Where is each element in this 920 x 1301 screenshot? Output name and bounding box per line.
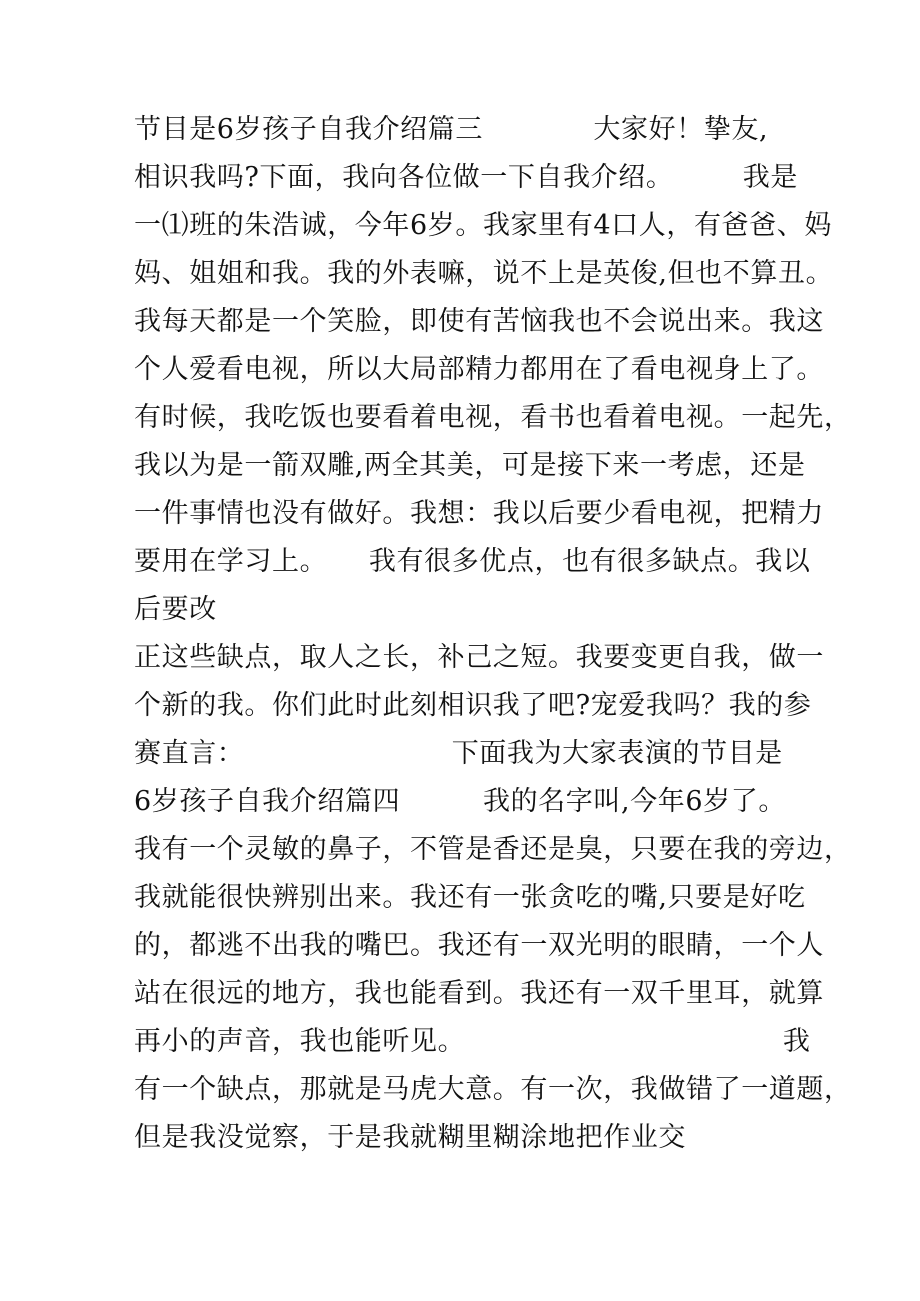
- text-line: 节目是6岁孩子自我介绍篇三 大家好！挚友,: [134, 114, 769, 145]
- text-line: 的，都逃不出我的嘴巴。我还有一双光明的眼睛，一个人: [134, 930, 824, 961]
- text-line: 个新的我。你们此时此刻相识我了吧?宠爱我吗？我的参: [134, 690, 812, 721]
- text-line: 站在很远的地方，我也能看到。我还有一双千里耳，就算: [134, 978, 824, 1009]
- text-line: 我有一个灵敏的鼻子，不管是香还是臭，只要在我的旁边，: [134, 834, 852, 865]
- text-line: 一⑴班的朱浩诚，今年6岁。我家里有4口人，有爸爸、妈: [134, 210, 832, 241]
- text-line: 正这些缺点，取人之长，补己之短。我要变更自我，做一: [134, 642, 824, 673]
- text-line: 一件事情也没有做好。我想：我以后要少看电视，把精力: [134, 498, 824, 529]
- text-line: 我就能很快辨别出来。我还有一张贪吃的嘴,只要是好吃: [134, 882, 806, 913]
- text-line: 我以为是一箭双雕,两全其美，可是接下来一考虑，还是: [134, 450, 806, 481]
- text-line: 6岁孩子自我介绍篇四 我的名字叫,今年6岁了。: [134, 786, 786, 817]
- text-line: 有时候，我吃饭也要看着电视，看书也看着电视。一起先，: [134, 402, 852, 433]
- text-line: 妈、姐姐和我。我的外表嘛，说不上是英俊,但也不算丑。: [134, 258, 834, 289]
- text-line: 相识我吗?下面，我向各位做一下自我介绍。 我是: [134, 162, 798, 193]
- text-line: 我每天都是一个笑脸，即使有苦恼我也不会说出来。我这: [134, 306, 824, 337]
- text-line: 后要改: [134, 594, 217, 625]
- text-line: 再小的声音，我也能听见。 我: [134, 1026, 811, 1057]
- text-line: 有一个缺点，那就是马虎大意。有一次，我做错了一道题，: [134, 1074, 852, 1105]
- text-line: 要用在学习上。 我有很多优点，也有很多缺点。我以: [134, 546, 811, 577]
- text-line: 个人爱看电视，所以大局部精力都用在了看电视身上了。: [134, 354, 824, 385]
- text-line: 赛直言： 下面我为大家表演的节目是: [134, 738, 783, 769]
- text-line: 但是我没觉察，于是我就糊里糊涂地把作业交: [134, 1122, 686, 1153]
